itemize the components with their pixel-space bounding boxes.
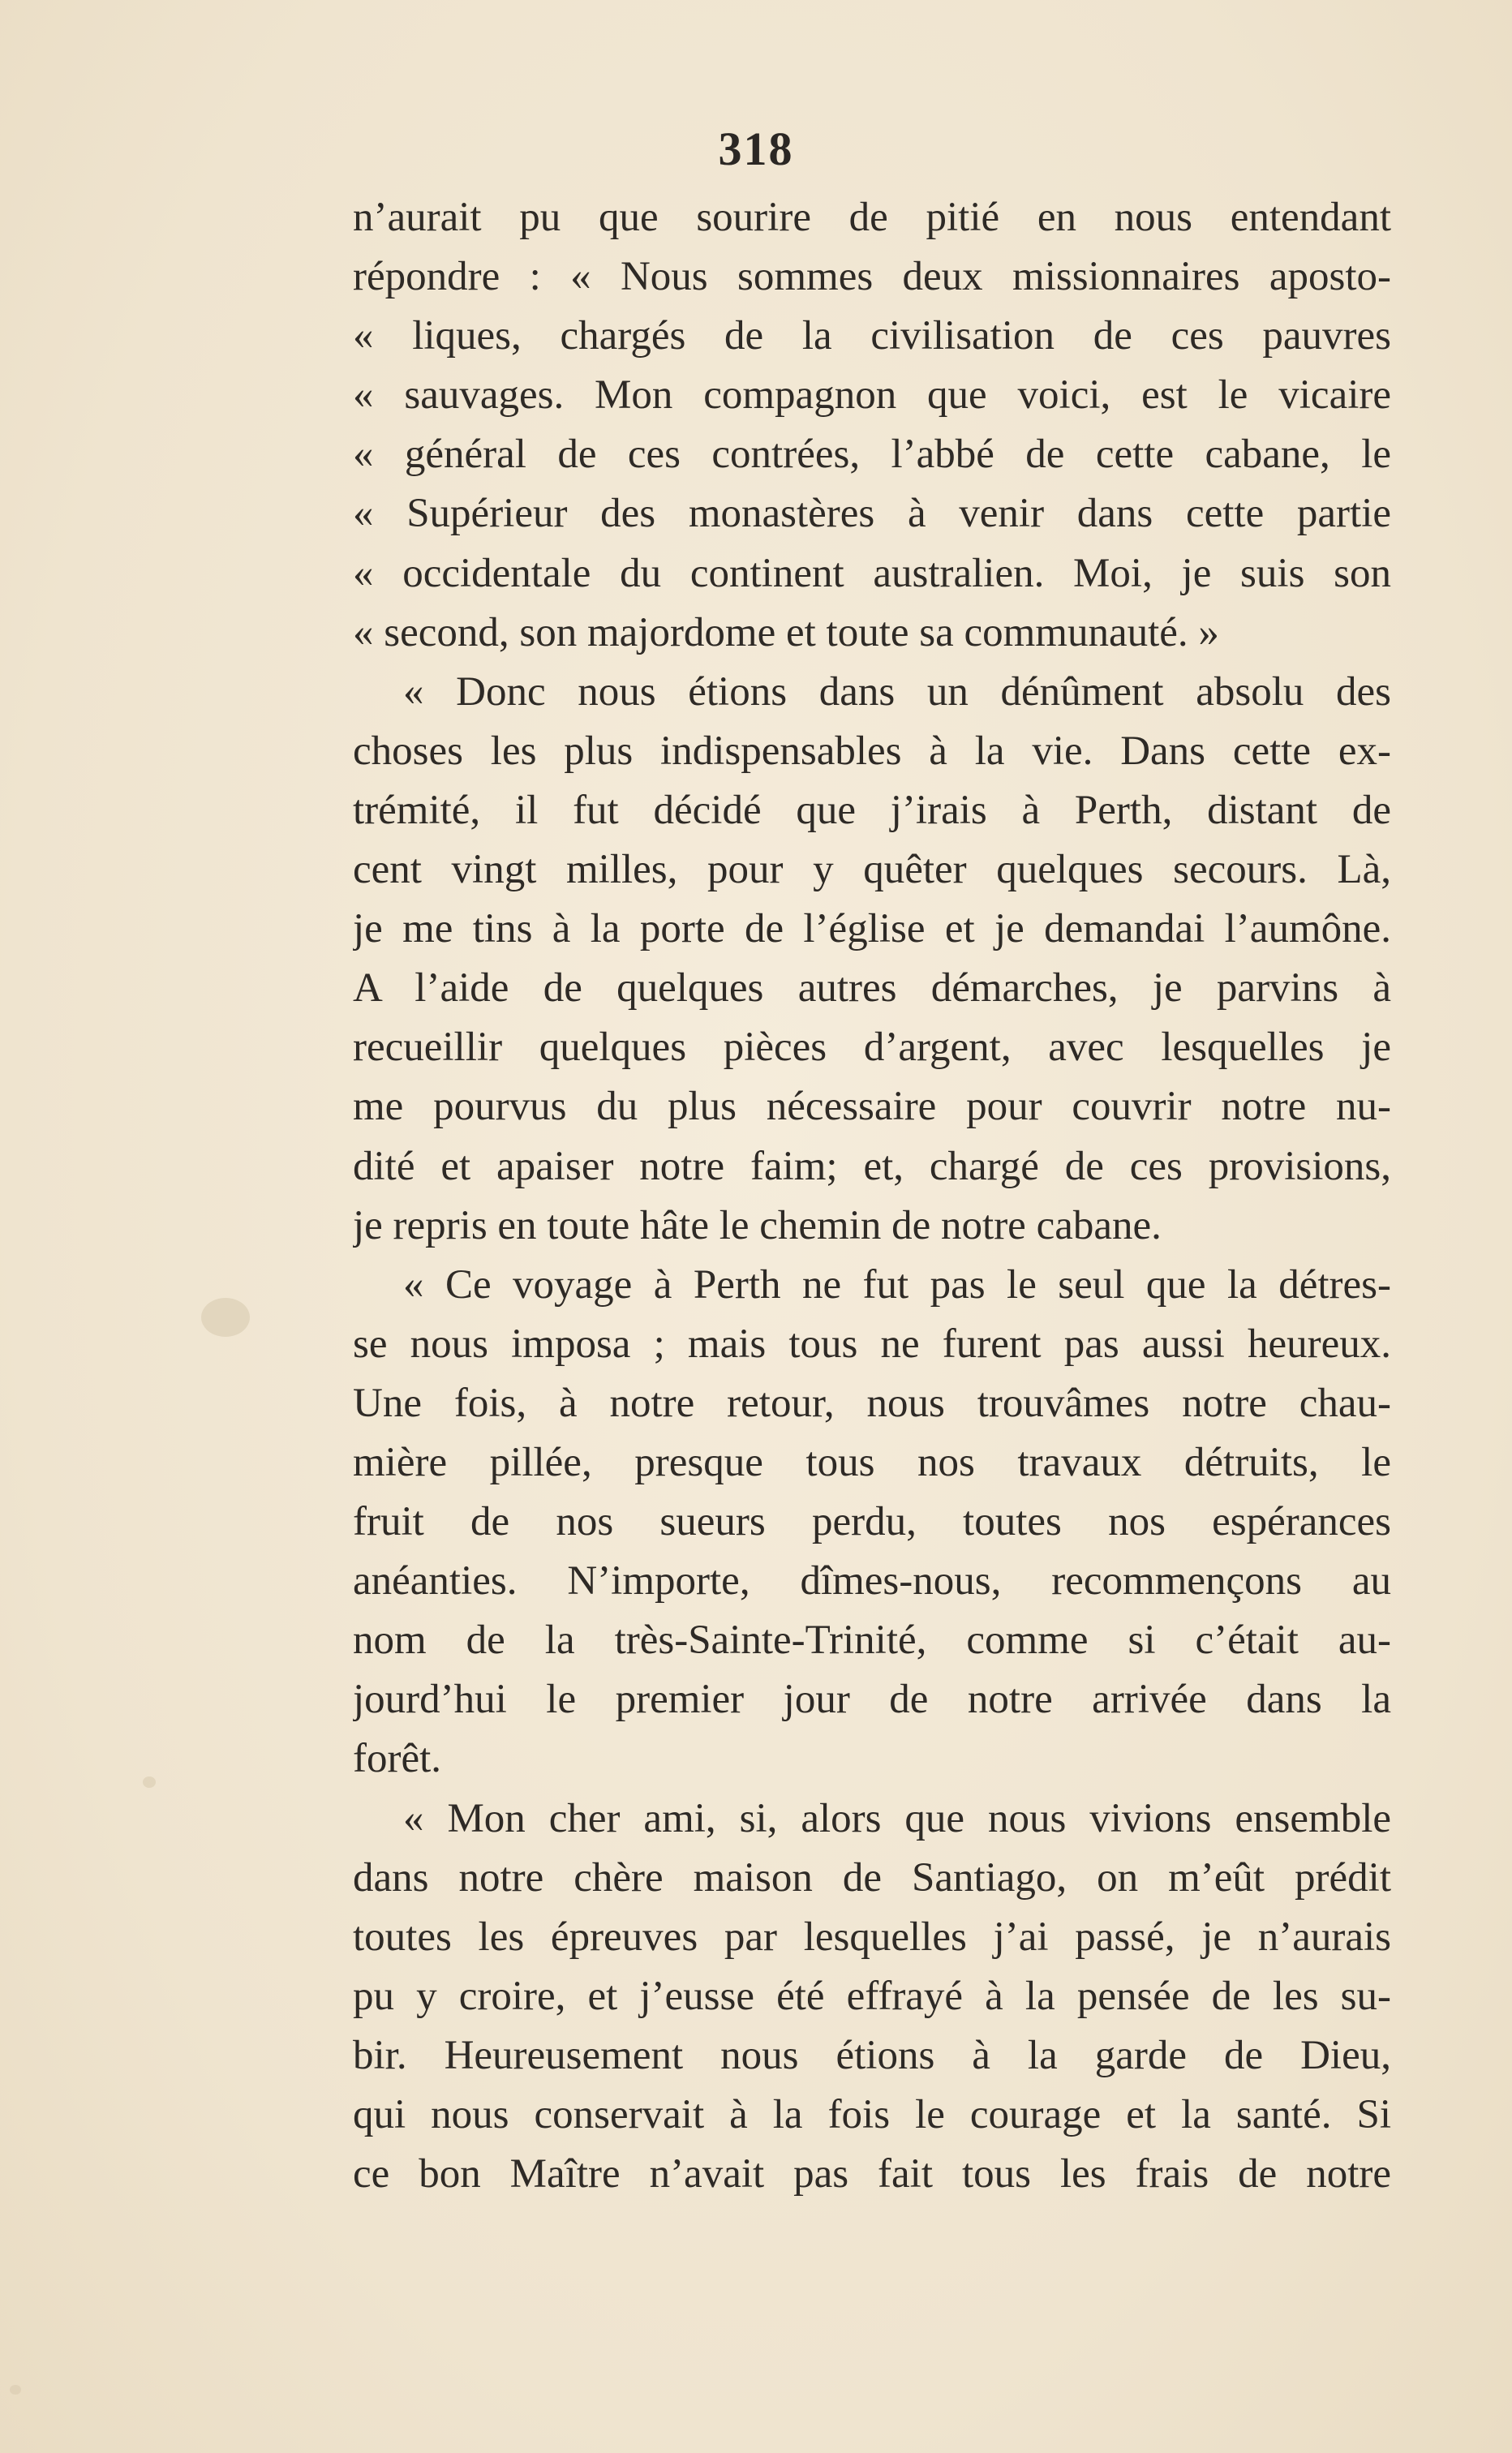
- text-line: qui nous conservait à la fois le courage et la santé. Si: [353, 2092, 1391, 2137]
- text-line: « Donc nous étions dans un dénûment absolu des: [403, 668, 1391, 715]
- text-line: n’aurait pu que sourire de pitié en nous entendant: [353, 195, 1391, 240]
- text-line: « liques, chargés de la civilisation de ces pauvres: [353, 313, 1391, 359]
- text-line: recueillir quelques pièces d’argent, avec lesquelles je: [353, 1025, 1391, 1071]
- text-line: « Mon cher ami, si, alors que nous vivions ensemble: [403, 1795, 1391, 1841]
- text-line: je repris en toute hâte le chemin de notre cabane.: [353, 1202, 1162, 1248]
- text-line: « second, son majordome et toute sa communauté. »: [353, 609, 1219, 655]
- text-line: « Supérieur des monastères à venir dans cette partie: [353, 491, 1391, 537]
- text-line: A l’aide de quelques autres démarches, je parvins à: [353, 965, 1391, 1012]
- text-line: dans notre chère maison de Santiago, on m’eût prédit: [353, 1854, 1391, 1901]
- text-line: je me tins à la porte de l’église et je demandai l’aumône.: [353, 906, 1391, 952]
- text-line: Une fois, à notre retour, nous trouvâmes notre chau-: [353, 1380, 1391, 1426]
- text-line: trémité, il fut décidé que j’irais à Perth, distant de: [353, 787, 1391, 833]
- text-line: toutes les épreuves par lesquelles j’ai passé, je n’aurais: [353, 1914, 1391, 1960]
- text-line: « Ce voyage à Perth ne fut pas le seul que la détres-: [403, 1261, 1391, 1308]
- text-line: se nous imposa ; mais tous ne furent pas aussi heureux.: [353, 1321, 1391, 1367]
- paper-speck: [201, 1298, 250, 1337]
- text-line: « général de ces contrées, l’abbé de cette cabane, le: [353, 432, 1391, 478]
- body-text: [353, 188, 1391, 2204]
- text-line: « sauvages. Mon compagnon que voici, est le vicaire: [353, 372, 1391, 419]
- text-line: répondre : « Nous sommes deux missionnaires aposto-: [353, 254, 1391, 300]
- text-line: mière pillée, presque tous nos travaux détruits, le: [353, 1439, 1391, 1485]
- text-line: jourd’hui le premier jour de notre arrivée dans la: [353, 1677, 1391, 1723]
- text-line: « occidentale du continent australien. Moi, je suis son: [353, 550, 1391, 596]
- text-line: choses les plus indispensables à la vie. Dans cette ex-: [353, 728, 1391, 774]
- text-line: dité et apaiser notre faim; et, chargé de ces provisions,: [353, 1143, 1391, 1189]
- text-line: fruit de nos sueurs perdu, toutes nos espérances: [353, 1499, 1391, 1545]
- text-line: pu y croire, et j’eusse été effrayé à la pensée de les su-: [353, 1973, 1391, 2019]
- text-line: cent vingt milles, pour y quêter quelques secours. Là,: [353, 847, 1391, 893]
- page-number: 318: [718, 122, 794, 175]
- paper-speck: [10, 2385, 21, 2395]
- text-line: forêt.: [353, 1736, 442, 1782]
- paper-speck: [143, 1776, 156, 1788]
- text-line: me pourvus du plus nécessaire pour couvrir notre nu-: [353, 1084, 1391, 1130]
- text-line: nom de la très-Sainte-Trinité, comme si c’était au-: [353, 1617, 1391, 1664]
- text-line: bir. Heureusement nous étions à la garde de Dieu,: [353, 2032, 1391, 2078]
- text-line: ce bon Maître n’avait pas fait tous les frais de notre: [353, 2151, 1391, 2197]
- text-line: anéanties. N’importe, dîmes-nous, recommençons au: [353, 1558, 1391, 1605]
